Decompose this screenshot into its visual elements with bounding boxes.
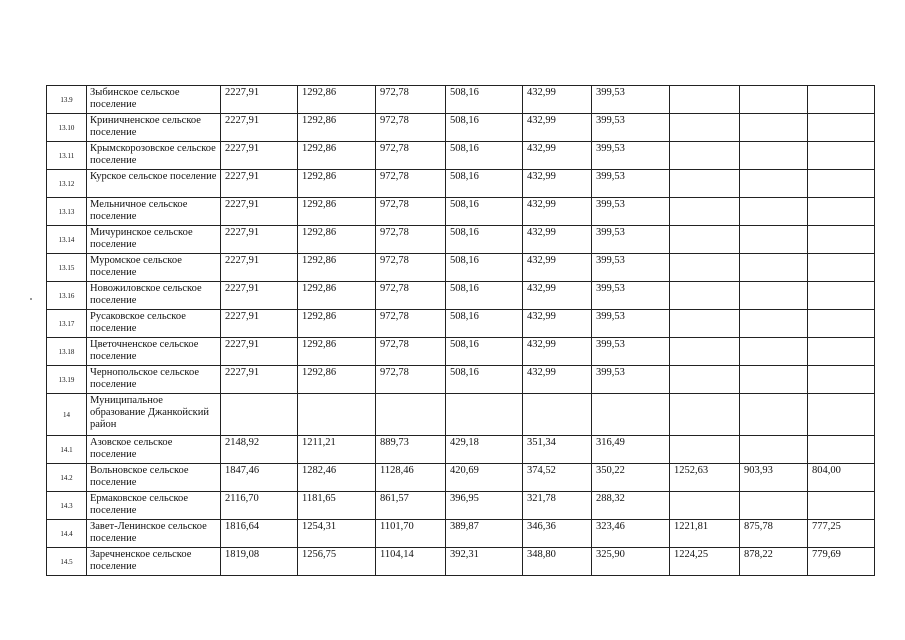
table-row	[47, 254, 875, 282]
tariff-value	[808, 366, 875, 394]
tariff-value: 389,87	[446, 520, 523, 548]
tariff-value	[808, 492, 875, 520]
tariff-value: 432,99	[523, 254, 592, 282]
tariff-value: 972,78	[376, 282, 446, 310]
tariff-value: 2227,91	[221, 366, 298, 394]
tariff-value: 1252,63	[670, 464, 740, 492]
tariff-value: 2227,91	[221, 170, 298, 198]
tariff-value	[670, 142, 740, 170]
table-row	[47, 394, 875, 436]
tariff-value	[670, 282, 740, 310]
table-row	[47, 548, 875, 576]
tariff-value: 1101,70	[376, 520, 446, 548]
tariff-value: 2148,92	[221, 436, 298, 464]
tariff-value: 1256,75	[298, 548, 376, 576]
settlement-name: Курское сельское поселение	[87, 170, 221, 198]
tariff-value	[740, 86, 808, 114]
tariff-value	[740, 254, 808, 282]
tariff-value: 972,78	[376, 254, 446, 282]
tariff-value: 1282,46	[298, 464, 376, 492]
row-number: 13.11	[47, 142, 87, 170]
tariff-value	[808, 170, 875, 198]
settlement-name: Завет-Ленинское сельское поселение	[87, 520, 221, 548]
row-number: 13.17	[47, 310, 87, 338]
tariff-value: 1292,86	[298, 226, 376, 254]
row-number: 13.16	[47, 282, 87, 310]
tariff-value: 2227,91	[221, 254, 298, 282]
tariff-value	[808, 86, 875, 114]
tariff-value	[523, 394, 592, 436]
row-number: 13.10	[47, 114, 87, 142]
tariff-value: 323,46	[592, 520, 670, 548]
tariff-value	[740, 366, 808, 394]
tariff-value: 396,95	[446, 492, 523, 520]
row-number: 14	[47, 394, 87, 436]
settlement-name: Зыбинское сельское поселение	[87, 86, 221, 114]
tariff-value	[808, 436, 875, 464]
tariff-value: 972,78	[376, 142, 446, 170]
tariff-value: 429,18	[446, 436, 523, 464]
tariff-value	[670, 170, 740, 198]
tariff-value: 508,16	[446, 310, 523, 338]
tariff-value: 508,16	[446, 338, 523, 366]
tariff-value	[670, 436, 740, 464]
tariff-value: 2227,91	[221, 282, 298, 310]
settlement-name: Муниципальное образование Джанкойский район	[87, 394, 221, 436]
tariff-value: 1816,64	[221, 520, 298, 548]
tariff-value: 399,53	[592, 86, 670, 114]
tariff-value: 350,22	[592, 464, 670, 492]
tariff-value	[808, 114, 875, 142]
tariff-value: 2227,91	[221, 114, 298, 142]
scan-speck	[30, 298, 32, 300]
tariff-value	[808, 394, 875, 436]
settlement-name: Ермаковское сельское поселение	[87, 492, 221, 520]
row-number: 13.9	[47, 86, 87, 114]
settlement-name: Мельничное сельское поселение	[87, 198, 221, 226]
tariff-value: 2227,91	[221, 198, 298, 226]
table-row	[47, 492, 875, 520]
tariff-value: 1292,86	[298, 338, 376, 366]
tariff-value	[808, 338, 875, 366]
settlement-name: Чернопольское сельское поселение	[87, 366, 221, 394]
tariff-value: 325,90	[592, 548, 670, 576]
tariff-table	[46, 85, 875, 576]
tariff-value: 1181,65	[298, 492, 376, 520]
tariff-value: 508,16	[446, 254, 523, 282]
tariff-value: 804,00	[808, 464, 875, 492]
tariff-value: 903,93	[740, 464, 808, 492]
tariff-value	[298, 394, 376, 436]
row-number: 14.3	[47, 492, 87, 520]
tariff-value: 432,99	[523, 86, 592, 114]
tariff-value: 1292,86	[298, 310, 376, 338]
tariff-value: 392,31	[446, 548, 523, 576]
tariff-value: 374,52	[523, 464, 592, 492]
tariff-value: 1211,21	[298, 436, 376, 464]
tariff-value: 777,25	[808, 520, 875, 548]
table-row	[47, 338, 875, 366]
table-row	[47, 282, 875, 310]
tariff-value: 889,73	[376, 436, 446, 464]
tariff-value: 399,53	[592, 170, 670, 198]
table-row	[47, 464, 875, 492]
tariff-value: 1292,86	[298, 198, 376, 226]
tariff-value	[808, 142, 875, 170]
tariff-value: 508,16	[446, 114, 523, 142]
tariff-value: 399,53	[592, 198, 670, 226]
tariff-value: 972,78	[376, 198, 446, 226]
tariff-value	[670, 86, 740, 114]
tariff-value: 508,16	[446, 142, 523, 170]
tariff-value	[740, 198, 808, 226]
tariff-value: 508,16	[446, 170, 523, 198]
tariff-value	[740, 394, 808, 436]
tariff-value: 972,78	[376, 86, 446, 114]
settlement-name: Заречненское сельское поселение	[87, 548, 221, 576]
tariff-value	[670, 338, 740, 366]
tariff-value	[808, 226, 875, 254]
tariff-value: 1819,08	[221, 548, 298, 576]
table-row	[47, 226, 875, 254]
tariff-value	[740, 436, 808, 464]
tariff-value	[670, 366, 740, 394]
tariff-value	[592, 394, 670, 436]
table-body	[47, 86, 875, 576]
tariff-value: 1221,81	[670, 520, 740, 548]
tariff-value: 1104,14	[376, 548, 446, 576]
settlement-name: Крымскорозовское сельское поселение	[87, 142, 221, 170]
tariff-value: 420,69	[446, 464, 523, 492]
settlement-name: Новожиловское сельское поселение	[87, 282, 221, 310]
tariff-value: 972,78	[376, 366, 446, 394]
tariff-value: 878,22	[740, 548, 808, 576]
tariff-value: 432,99	[523, 226, 592, 254]
tariff-value: 1292,86	[298, 170, 376, 198]
tariff-value: 432,99	[523, 198, 592, 226]
tariff-value: 2116,70	[221, 492, 298, 520]
row-number: 14.2	[47, 464, 87, 492]
table-row	[47, 170, 875, 198]
tariff-value: 1847,46	[221, 464, 298, 492]
tariff-value	[740, 310, 808, 338]
tariff-value: 2227,91	[221, 142, 298, 170]
table-row	[47, 86, 875, 114]
tariff-value	[740, 170, 808, 198]
tariff-value: 972,78	[376, 338, 446, 366]
tariff-value: 399,53	[592, 282, 670, 310]
tariff-value: 1292,86	[298, 142, 376, 170]
tariff-value	[446, 394, 523, 436]
tariff-value: 346,36	[523, 520, 592, 548]
tariff-value: 2227,91	[221, 226, 298, 254]
tariff-value: 861,57	[376, 492, 446, 520]
tariff-value	[740, 142, 808, 170]
tariff-value: 348,80	[523, 548, 592, 576]
row-number: 13.18	[47, 338, 87, 366]
tariff-value: 399,53	[592, 310, 670, 338]
row-number: 14.1	[47, 436, 87, 464]
table-row	[47, 198, 875, 226]
row-number: 13.14	[47, 226, 87, 254]
table-row	[47, 142, 875, 170]
tariff-value: 1292,86	[298, 366, 376, 394]
settlement-name: Криничненское сельское поселение	[87, 114, 221, 142]
tariff-value: 321,78	[523, 492, 592, 520]
tariff-value	[670, 310, 740, 338]
tariff-value: 972,78	[376, 114, 446, 142]
tariff-value: 508,16	[446, 198, 523, 226]
tariff-value	[670, 114, 740, 142]
settlement-name: Цветочненское сельское поселение	[87, 338, 221, 366]
tariff-value: 875,78	[740, 520, 808, 548]
table-row	[47, 436, 875, 464]
tariff-value	[740, 492, 808, 520]
tariff-value	[670, 492, 740, 520]
tariff-value	[808, 198, 875, 226]
settlement-name: Азовское сельское поселение	[87, 436, 221, 464]
tariff-value: 972,78	[376, 226, 446, 254]
tariff-value	[740, 114, 808, 142]
tariff-value: 508,16	[446, 366, 523, 394]
table-row	[47, 520, 875, 548]
tariff-value: 508,16	[446, 282, 523, 310]
tariff-value	[740, 226, 808, 254]
tariff-value: 432,99	[523, 310, 592, 338]
tariff-value: 1224,25	[670, 548, 740, 576]
tariff-value: 779,69	[808, 548, 875, 576]
tariff-value: 316,49	[592, 436, 670, 464]
tariff-value	[670, 254, 740, 282]
row-number: 13.12	[47, 170, 87, 198]
tariff-value: 508,16	[446, 226, 523, 254]
settlement-name: Мичуринское сельское поселение	[87, 226, 221, 254]
tariff-value: 972,78	[376, 170, 446, 198]
tariff-value: 2227,91	[221, 86, 298, 114]
tariff-value: 432,99	[523, 282, 592, 310]
tariff-value: 399,53	[592, 338, 670, 366]
tariff-value: 432,99	[523, 114, 592, 142]
tariff-value	[740, 282, 808, 310]
tariff-value: 399,53	[592, 114, 670, 142]
tariff-value: 1292,86	[298, 254, 376, 282]
tariff-value	[221, 394, 298, 436]
table-row	[47, 310, 875, 338]
tariff-value: 432,99	[523, 142, 592, 170]
tariff-value: 972,78	[376, 310, 446, 338]
tariff-value	[670, 198, 740, 226]
tariff-value: 351,34	[523, 436, 592, 464]
tariff-value: 288,32	[592, 492, 670, 520]
tariff-value: 399,53	[592, 254, 670, 282]
tariff-value: 432,99	[523, 170, 592, 198]
tariff-value	[808, 254, 875, 282]
tariff-value: 1292,86	[298, 86, 376, 114]
tariff-value: 2227,91	[221, 310, 298, 338]
tariff-value: 1292,86	[298, 282, 376, 310]
tariff-value	[808, 282, 875, 310]
settlement-name: Русаковское сельское поселение	[87, 310, 221, 338]
tariff-value: 508,16	[446, 86, 523, 114]
row-number: 13.19	[47, 366, 87, 394]
tariff-value	[670, 226, 740, 254]
tariff-value: 2227,91	[221, 338, 298, 366]
row-number: 14.4	[47, 520, 87, 548]
tariff-value: 1292,86	[298, 114, 376, 142]
tariff-value: 399,53	[592, 366, 670, 394]
tariff-value: 1254,31	[298, 520, 376, 548]
settlement-name: Вольновское сельское поселение	[87, 464, 221, 492]
tariff-value	[808, 310, 875, 338]
table-row	[47, 114, 875, 142]
tariff-value	[376, 394, 446, 436]
table-row	[47, 366, 875, 394]
settlement-name: Муромское сельское поселение	[87, 254, 221, 282]
tariff-value: 399,53	[592, 142, 670, 170]
tariff-value: 432,99	[523, 338, 592, 366]
tariff-value: 432,99	[523, 366, 592, 394]
row-number: 14.5	[47, 548, 87, 576]
tariff-value	[740, 338, 808, 366]
row-number: 13.15	[47, 254, 87, 282]
tariff-value: 1128,46	[376, 464, 446, 492]
tariff-value	[670, 394, 740, 436]
tariff-value: 399,53	[592, 226, 670, 254]
row-number: 13.13	[47, 198, 87, 226]
